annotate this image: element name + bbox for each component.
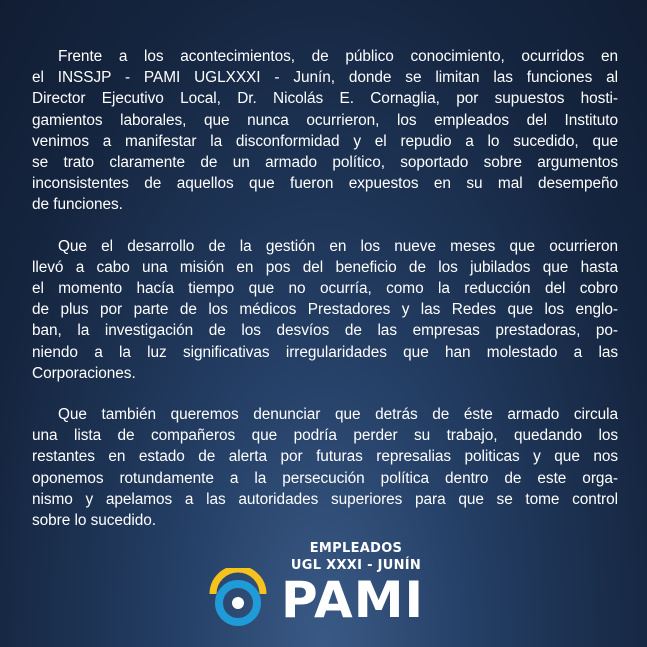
pami-logo-icon (207, 568, 269, 630)
brand-block (0, 540, 647, 629)
brand-line-ugl: UGL XXXI - JUNÍN (290, 558, 422, 573)
statement-line: niendo a la luz significativas irregularidades que han molestado a las (32, 343, 618, 361)
statement-line: sobre lo sucedido. (32, 512, 157, 530)
statement-line: oponemos rotundamente a la persecución política dentro de este orga- (32, 469, 618, 487)
statement-line: se trato claramente de un armado político, soportado sobre argumentos (32, 154, 618, 172)
statement-text (32, 46, 618, 551)
statement-paragraph (32, 236, 618, 384)
logo-center-dot (232, 597, 244, 609)
statement-paragraph (32, 404, 618, 531)
statement-line: de funciones. (32, 196, 123, 214)
statement-line: restantes en estado de alerta por futuras represalias politicas y que nos (32, 448, 618, 466)
statement-line: Que también queremos denunciar que detrás de éste armado circula (58, 406, 618, 424)
statement-line: una lista de compañeros que podría perder su trabajo, quedando los (32, 427, 618, 445)
statement-line: de plus por parte de los médicos Prestadores y las Redes que los englo- (32, 301, 618, 319)
statement-line: Que el desarrollo de la gestión en los nueve meses que ocurrieron (58, 237, 618, 255)
statement-line: el INSSJP - PAMI UGLXXXI - Junín, donde se limitan las funciones al (32, 69, 618, 87)
statement-paragraph (32, 46, 618, 216)
brand-caption (276, 540, 436, 574)
statement-line: venimos a manifestar la disconformidad y el repudio a lo sucedido, que (32, 132, 618, 150)
statement-line: el momento hacía tiempo que no ocurría, como la reducción del cobro (32, 280, 618, 298)
statement-line: llevó a cabo una misión en pos del beneficio de los jubilados que hasta (32, 258, 618, 276)
statement-line: nismo y apelamos a las autoridades superiores para que se tome control (32, 490, 618, 508)
statement-line: ban, la investigación de los desvíos de las empresas prestadoras, po- (32, 322, 618, 340)
statement-line: gamientos laborales, que nunca ocurrieron, los empleados del Instituto (32, 111, 618, 129)
statement-line: Frente a los acontecimientos, de público conocimiento, ocurridos en (58, 48, 618, 65)
brand-line-employees: EMPLEADOS (309, 541, 403, 556)
statement-line: Director Ejecutivo Local, Dr. Nicolás E. Cornaglia, por supuestos hosti- (32, 90, 618, 108)
statement-line: Corporaciones. (32, 364, 136, 382)
pami-wordmark: PAMI (281, 571, 425, 629)
statement-line: inconsistentes de aquellos que fueron expuestos en su mal desempeño (32, 175, 618, 193)
